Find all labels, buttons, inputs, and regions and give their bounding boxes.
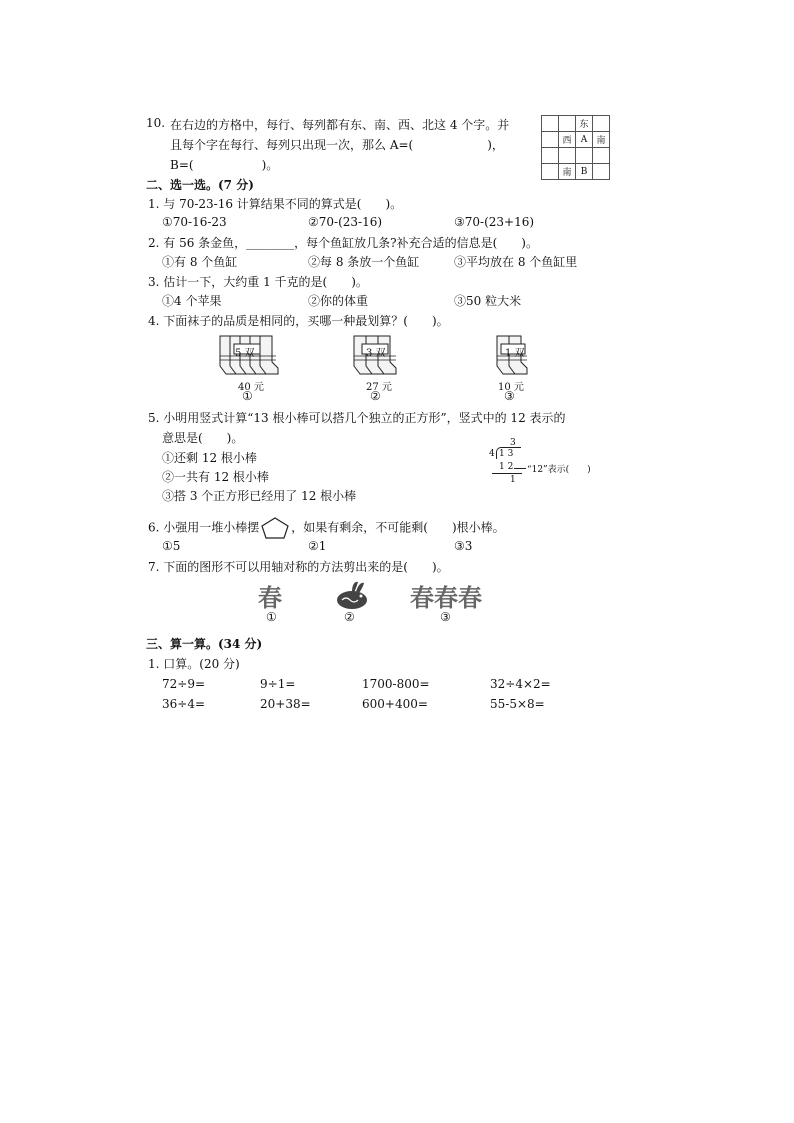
division-remainder: 1 — [510, 475, 516, 485]
section2-title: 二、选一选。(7 分) — [146, 178, 254, 192]
q6-stem-text: 6. 小强用一堆小棒摆 — [148, 520, 260, 535]
grid-cell: 南 — [559, 164, 576, 180]
socks-price-2: 27 元 — [366, 382, 392, 393]
oral-calc-3[interactable]: 1700-800= — [362, 677, 430, 691]
grid-row — [542, 148, 610, 164]
oral-calc-2[interactable]: 9÷1= — [260, 677, 296, 691]
q5-option-3[interactable]: ③搭 3 个正方形已经用了 12 根小棒 — [162, 489, 357, 503]
q4-stem: 4. 下面袜子的品质是相同的，买哪一种最划算？( )。 — [148, 314, 449, 328]
q5-stem-line1: 5. 小明用竖式计算“13 根小棒可以搭几个独立的正方形”，竖式中的 12 表示的 — [148, 411, 566, 425]
paper-cut-chun-single: 春 — [258, 584, 282, 612]
q10-line1: 在右边的方格中，每行、每列都有东、南、西、北这 4 个字。并 — [170, 118, 510, 132]
section3-sub: 1. 口算。(20 分) — [148, 657, 240, 671]
rabbit-papercut-icon — [334, 580, 370, 610]
q2-stem: 2. 有 56 条金鱼，________，每个鱼缸放几条?补充合适的信息是( )。 — [148, 236, 538, 250]
oral-calc-8[interactable]: 55-5×8= — [490, 697, 545, 711]
q5-stem-line2: 意思是( )。 — [162, 431, 244, 445]
division-divisor: 4 — [489, 449, 495, 459]
q1-stem: 1. 与 70-23-16 计算结果不同的算式是( )。 — [148, 197, 403, 211]
socks-mark-3[interactable]: ③ — [504, 389, 515, 403]
division-line — [492, 473, 522, 474]
q6-option-1[interactable]: ①5 — [162, 539, 181, 553]
q10-line2-text: 且每个字在每行、每列只出现一次，那么 A=( — [170, 138, 414, 152]
socks-tag-3: 1 双 — [505, 348, 525, 359]
grid-cell — [593, 116, 610, 132]
grid-cell — [559, 116, 576, 132]
q1-option-1[interactable]: ①70-16-23 — [162, 215, 227, 229]
q10-line3-end: )。 — [261, 158, 279, 172]
q5-option-2[interactable]: ②一共有 12 根小棒 — [162, 470, 269, 484]
grid-cell — [542, 132, 559, 148]
q2-option-2[interactable]: ②每 8 条放一个鱼缸 — [308, 255, 420, 269]
grid-cell — [542, 148, 559, 164]
grid-cell — [559, 148, 576, 164]
pentagon-icon — [260, 516, 290, 540]
grid-row — [542, 132, 610, 148]
q7-stem: 7. 下面的图形不可以用轴对称的方法剪出来的是( )。 — [148, 560, 449, 574]
division-dividend: 1 3 — [499, 449, 514, 459]
q3-stem: 3. 估计一下，大约重 1 千克的是( )。 — [148, 275, 368, 289]
q3-option-3[interactable]: ③50 粒大米 — [454, 294, 522, 308]
q5-option-1[interactable]: ①还剩 12 根小棒 — [162, 451, 257, 465]
grid-cell — [576, 148, 593, 164]
oral-calc-7[interactable]: 600+400= — [362, 697, 428, 711]
q7-mark-3[interactable]: ③ — [440, 610, 451, 624]
q10-line2-end: )， — [487, 138, 504, 152]
q1-option-2[interactable]: ②70-(23-16) — [308, 215, 383, 229]
grid-cell: 东 — [576, 116, 593, 132]
paper-cut-chun-triple: 春春春 — [410, 584, 482, 612]
q3-option-2[interactable]: ②你的体重 — [308, 294, 369, 308]
grid-cell: 南 — [593, 132, 610, 148]
q10-line3-text: B=( — [170, 158, 194, 172]
q3-option-1[interactable]: ①4 个苹果 — [162, 294, 222, 308]
q7-mark-2[interactable]: ② — [344, 610, 355, 624]
q10-number: 10. — [146, 116, 166, 130]
grid-cell — [542, 164, 559, 180]
oral-calc-1[interactable]: 72÷9= — [162, 677, 206, 691]
oral-calc-6[interactable]: 20+38= — [260, 697, 311, 711]
socks-price-1: 40 元 — [238, 382, 264, 393]
division-arrow — [514, 468, 526, 469]
q10-line2 — [170, 136, 504, 153]
q6-option-2[interactable]: ②1 — [308, 539, 327, 553]
grid-cell: A — [576, 132, 593, 148]
grid-cell — [593, 164, 610, 180]
division-product: 1 2 — [499, 462, 514, 472]
direction-grid — [541, 115, 610, 180]
division-note: “12”表示( ) — [527, 465, 591, 475]
grid-cell — [542, 116, 559, 132]
grid-row — [542, 164, 610, 180]
q2-option-1[interactable]: ①有 8 个鱼缸 — [162, 255, 238, 269]
q1-option-3[interactable]: ③70-(23+16) — [454, 215, 535, 229]
oral-calc-5[interactable]: 36÷4= — [162, 697, 206, 711]
long-division — [486, 438, 616, 488]
socks-tag-2: 3 双 — [366, 348, 386, 359]
oral-calc-4[interactable]: 32÷4×2= — [490, 677, 551, 691]
socks-price-3: 10 元 — [498, 382, 524, 393]
grid-cell: B — [576, 164, 593, 180]
q7-mark-1[interactable]: ① — [266, 610, 277, 624]
grid-cell: 西 — [559, 132, 576, 148]
socks-tag-1: 5 双 — [235, 348, 255, 359]
grid-row — [542, 116, 610, 132]
socks-mark-1[interactable]: ① — [242, 389, 253, 403]
socks-mark-2[interactable]: ② — [370, 389, 381, 403]
q6-stem — [148, 516, 505, 540]
q2-option-3[interactable]: ③平均放在 8 个鱼缸里 — [454, 255, 578, 269]
division-quotient: 3 — [510, 438, 516, 448]
q6-option-3[interactable]: ③3 — [454, 539, 473, 553]
section3-title: 三、算一算。(34 分) — [146, 637, 263, 651]
grid-cell — [593, 148, 610, 164]
q6-stem-text-2: ，如果有剩余，不可能剩( )根小棒。 — [291, 520, 505, 535]
q10-line3 — [170, 156, 278, 173]
